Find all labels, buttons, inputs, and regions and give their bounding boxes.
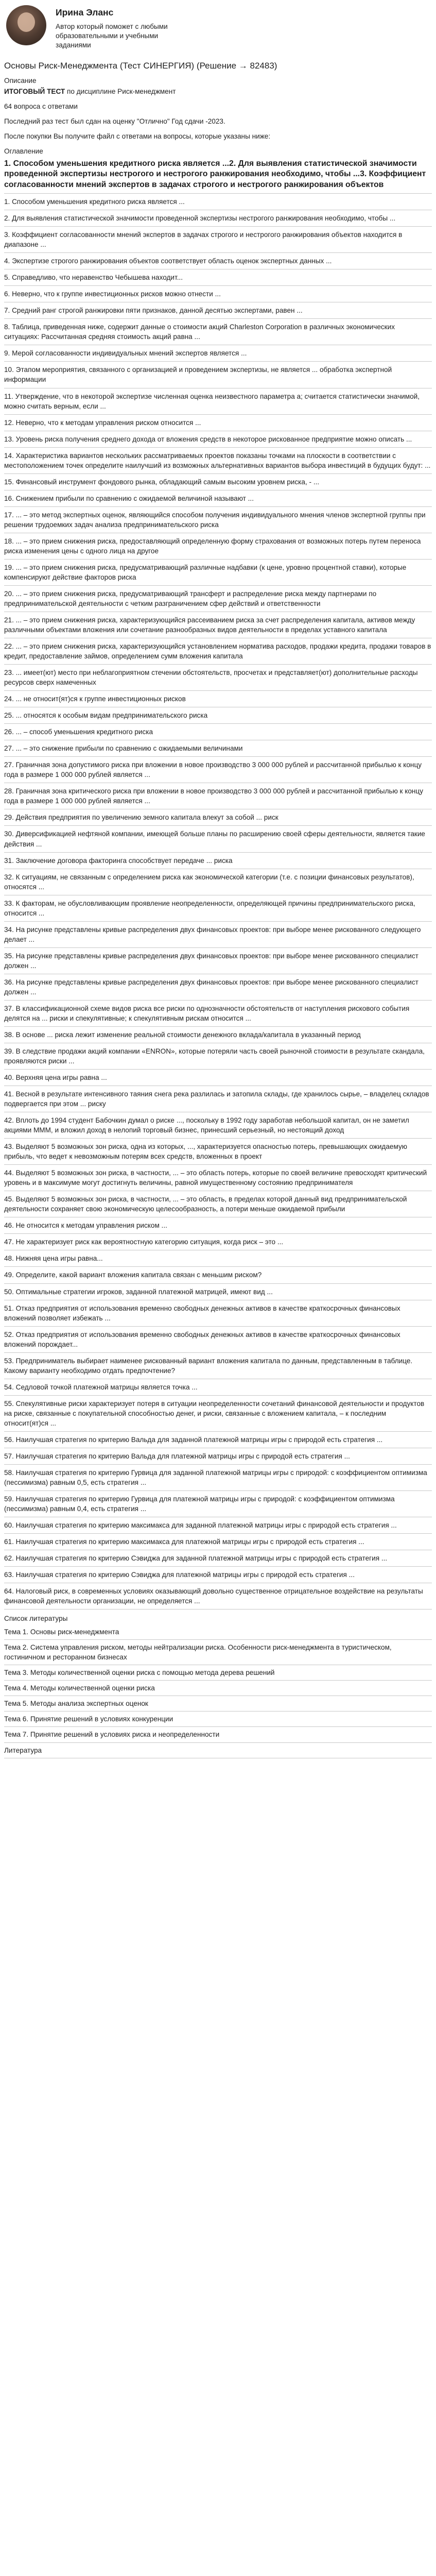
question-item: 19. ... – это прием снижения риска, предусматривающий различные надбавки (к цене, уровню процентной ставки), которые компенсируют действие факторов риска <box>4 563 407 581</box>
question-item: 55. Спекулятивные риски характеризует потеря в ситуации неопределенности сочетаний финансовой деятельности и продуктов на риске, связанные с покупательной способностью денег, и риски, связанные с вложением капитала, – к последним относит(ят)ся ... <box>4 1399 425 1427</box>
question-item: 44. Выделяют 5 возможных зон риска, в частности, ... – это область потерь, которые по своей величине превосходят критический уровень и в максимуме могут достигнуть величины, равной имущественному состоянию предпринимателя <box>4 1169 427 1187</box>
question-item: 64. Налоговый риск, в современных условиях оказывающий довольно существенное отрицательное воздействие на результаты финансовой деятельности организации, не определяется ... <box>4 1587 423 1605</box>
author-card <box>4 2 432 58</box>
question-item: 38. В основе ... риска лежит изменение реальной стоимости денежного вклада/капитала в указанный период <box>4 1030 361 1039</box>
topic-item: Тема 1. Основы риск-менеджмента <box>4 1628 119 1636</box>
topic-item: Тема 7. Принятие решений в условиях риска и неопределенности <box>4 1731 220 1739</box>
question-item: 40. Верхняя цена игры равна ... <box>4 1074 107 1082</box>
question-item: 61. Наилучшая стратегия по критерию максимакса для платежной матрицы игры с природой есть стратегия ... <box>4 1538 364 1546</box>
question-item: 3. Коэффициент согласованности мнений экспертов в задачах строгого и нестрогого ранжирования объектов находится в диапазоне ... <box>4 231 403 249</box>
question-item: 39. В следствие продажи акций компании «ENRON», которые потеряли часть своей рыночной стоимости в результате скандала, проявляются риски ... <box>4 1047 425 1065</box>
topic-item: Тема 2. Система управления риском, методы нейтрализации риска. Особенности риск-менеджмента в туристическом, гостиничном и ресторанном бизнесах <box>4 1643 392 1662</box>
question-item: 35. На рисунке представлены кривые распределения двух финансовых проектов: при выборе менее рискованного специалист должен ... <box>4 952 418 970</box>
question-item: 4. Экспертизе строгого ранжирования объектов соответствует область оценок экспертных данных ... <box>4 257 332 265</box>
question-item: 7. Средний ранг строгой ранжировки пяти признаков, данной десятью экспертами, равен ... <box>4 307 303 315</box>
question-item: 21. ... – это прием снижения риска, характеризующийся рассеиванием риска за счет распределения капитала, активов между различными объектами вложения или сочетание разнообразных видов деятельности в пределах уставного капитала <box>4 616 415 634</box>
question-item: 34. На рисунке представлены кривые распределения двух финансовых проектов: при выборе менее рискованного следующего делает ... <box>4 925 421 943</box>
avatar[interactable] <box>6 5 46 45</box>
question-item: 42. Вплоть до 1994 студент Бабочкин думал о риске ..., поскольку в 1992 году заработав небольшой капитал, он не заметил акциями ММM, и вложил доход в нелопий торговый бизнес, принесший серьезный, но нестоящий доход <box>4 1116 409 1134</box>
test-heading-suffix: по дисциплине Риск-менеджмент <box>65 88 176 96</box>
question-item: 27. ... – это снижение прибыли по сравнению с ожидаемыми величинами <box>4 744 243 753</box>
question-item: 36. На рисунке представлены кривые распределения двух финансовых проектов: при выборе менее рискованного специалист должен ... <box>4 978 418 996</box>
question-item: 16. Снижением прибыли по сравнению с ожидаемой величиной называют ... <box>4 494 254 502</box>
question-item: 52. Отказ предприятия от использования временно свободных денежных активов в качестве краткосрочных финансовых вложений порождает... <box>4 1330 400 1348</box>
topic-list <box>4 1624 432 1758</box>
topic-item: Тема 5. Методы анализа экспертных оценок <box>4 1700 148 1708</box>
question-item: 49. Определите, какой вариант вложения капитала связан с меньшим риском? <box>4 1271 262 1279</box>
purchase-note: После покупки Вы получите файл с ответами на вопросы, которые указаны ниже: <box>4 132 271 141</box>
question-item: 28. Граничная зона критического риска при вложении в новое производство 3 000 000 рублей и рассчитанной прибылью к концу года в размере 1 000 000 рублей является ... <box>4 787 424 805</box>
question-item: 15. Финансовый инструмент фондового рынка, обладающий самым высоким уровнем риска, - ... <box>4 478 320 486</box>
question-item: 20. ... – это прием снижения риска, предусматривающий трансферт и распределение риска между партнерами по предпринимательской деятельности с четким разграничением сфер действий и ответственности <box>4 589 377 607</box>
question-item: 45. Выделяют 5 возможных зон риска, в частности, ... – это область, в пределах которой данный вид предпринимательской деятельности сохраняет свою экономическую целесообразность, а потери меньше ожидаемой прибыли <box>4 1195 407 1213</box>
author-description: Автор который поможет с любыми образовательными и учебными заданиями <box>56 22 168 49</box>
topic-item: Тема 6. Принятие решений в условиях конкуренции <box>4 1715 173 1723</box>
document-title: Основы Риск-Менеджмента (Тест СИНЕРГИЯ) (Решение → 82483) <box>4 60 277 71</box>
question-item: 11. Утверждение, что в некоторой экспертизе численная оценка неизвестного параметра а; считается статистически значимой, можно считать верным, если ... <box>4 392 420 410</box>
question-item: 30. Диверсификацией нефтяной компании, имеющей больше планы по расширению своей сферы деятельности, является такие действия ... <box>4 830 425 848</box>
question-item: 53. Предприниматель выбирает наименее рискованный вариант вложения капитала по данным, представленным в таблице. Какому варианту необходимо отдать предпочтение? <box>4 1357 413 1375</box>
question-item: 17. ... – это метод экспертных оценок, являющийся способом получения индивидуального мнения членов экспертной группы при решении трудоемких задач анализа предпринимательского риска <box>4 511 426 529</box>
topic-item: Тема 4. Методы количественной оценки риска <box>4 1684 155 1692</box>
question-item: 58. Наилучшая стратегия по критерию Гурвица для заданной платежной матрицы игры с природой: с коэффициентом оптимизма (пессимизма) равным 0,5, есть стратегия ... <box>4 1468 427 1486</box>
question-item: 24. ... не относит(ят)ся к группе инвестиционных рисков <box>4 695 186 703</box>
question-item: 37. В классификационной схеме видов риска все риски по однозначности обстоятельств от наступления рискового события делятся на ... риски и спекулятивные; к спекулятивным рискам относится ... <box>4 1004 410 1022</box>
question-item: 29. Действия предприятия по увеличению земного капитала влекут за собой ... риск <box>4 814 278 822</box>
topic-item: Литература <box>4 1746 42 1754</box>
question-item: 25. ... относятся к особым видам предпринимательского риска <box>4 711 208 720</box>
question-item: 62. Наилучшая стратегия по критерию Сэвиджа для заданной платежной матрицы игры с природой есть стратегия ... <box>4 1554 388 1563</box>
question-item: 26. ... – способ уменьшения кредитного риска <box>4 728 153 736</box>
question-item: 22. ... – это прием снижения риска, характеризующийся установлением норматива расходов, продажи кредита, продажи товаров в кредит, предоставление займов, определением сумм вложения капитала <box>4 642 431 660</box>
question-item: 33. К факторам, не обусловливающим проявление неопределенности, определяющей причины предпринимательского риска, относится ... <box>4 899 415 917</box>
question-item: 31. Заключение договора факторинга способствует передаче ... риска <box>4 856 233 865</box>
question-item: 32. К ситуациям, не связанным с определением риска как экономической категории (т.е. с позиции финансовых результатов), относятся ... <box>4 873 414 891</box>
question-item: 2. Для выявления статистической значимости проведенной экспертизы нестрогого ранжирования необходимо, чтобы ... <box>4 214 396 223</box>
question-item: 47. Не характеризует риск как вероятностную категорию ситуация, когда риск – это ... <box>4 1238 284 1246</box>
question-item: 41. Весной в результате интенсивного таяния снега река разлилась и затопила склады, где хранилось сырье, – владелец складов подвергается при этом ... риску <box>4 1090 429 1108</box>
author-info <box>56 5 195 50</box>
question-item: 1. Способом уменьшения кредитного риска является ... <box>4 198 185 206</box>
author-name[interactable]: Ирина Эланс <box>56 7 114 18</box>
question-item: 43. Выделяют 5 возможных зон риска, одна из которых, ..., характеризуется опасностью потерь, превышающих ожидаемую прибыль, что ведет к невозможным потерям всех средств, вложенных в проект <box>4 1143 407 1161</box>
question-item: 57. Наилучшая стратегия по критерию Вальда для платежной матрицы игры с природой есть стратегия ... <box>4 1452 350 1460</box>
toc-label: Оглавление <box>4 147 43 156</box>
question-item: 59. Наилучшая стратегия по критерию Гурвица для платежной матрицы игры с природой: с коэффициентом оптимизма (пессимизма) равным 0,4, есть стратегия ... <box>4 1495 395 1513</box>
question-item: 51. Отказ предприятия от использования временно свободных денежных активов в качестве краткосрочных финансовых вложений позволяет избежать ... <box>4 1304 400 1322</box>
question-item: 60. Наилучшая стратегия по критерию максимакса для заданной платежной матрицы игры с природой есть стратегия ... <box>4 1521 397 1530</box>
question-item: 50. Оптимальные стратегии игроков, заданной платежной матрицей, имеют вид ... <box>4 1287 273 1296</box>
description-label: Описание <box>4 77 37 85</box>
question-item: 54. Седловой точкой платежной матрицы является точка ... <box>4 1383 198 1391</box>
question-item: 27. Граничная зона допустимого риска при вложении в новое производство 3 000 000 рублей и рассчитанной прибылью к концу года в размере 1 000 000 рублей является ... <box>4 761 422 779</box>
question-item: 18. ... – это прием снижения риска, предоставляющий определенную форму страхования от возможных потерь путем переноса риска изменения цены с одного лица на другое <box>4 537 421 555</box>
topics-label: Список литературы <box>4 1615 68 1623</box>
question-item: 9. Мерой согласованности индивидуальных мнений экспертов является ... <box>4 349 247 358</box>
test-heading <box>4 87 432 96</box>
question-item: 14. Характеристика вариантов нескольких рассматриваемых проектов показаны точками на плоскости в соответствии с местоположением точек определите наилучший из возможных альтернативных вариантов выбора инвестиций в будущих будут: ... <box>4 451 431 469</box>
passed-note: Последний раз тест был сдан на оценку "Отлично" Год сдачи -2023. <box>4 117 225 126</box>
question-item: 8. Таблица, приведенная ниже, содержит данные о стоимости акций Charleston Corporation в различных экономических ситуациях: Рассчитанная средняя стоимость акций равна ... <box>4 323 395 341</box>
question-item: 12. Неверно, что к методам управления риском относится ... <box>4 418 201 427</box>
question-item: 48. Нижняя цена игры равна... <box>4 1255 103 1263</box>
question-item: 5. Справедливо, что неравенство Чебышева находит... <box>4 274 183 282</box>
question-item: 13. Уровень риска получения среднего дохода от вложения средств в некоторое рискованное предприятие можно описать ... <box>4 435 412 443</box>
topic-item: Тема 3. Методы количественной оценки риска с помощью метода дерева решений <box>4 1669 275 1677</box>
test-heading-prefix: ИТОГОВЫЙ ТЕСТ <box>4 88 65 96</box>
question-item: 10. Этапом мероприятия, связанного с организацией и проведением экспертизы, не является ... обработка экспертной информации <box>4 366 392 384</box>
question-count: 64 вопроса с ответами <box>4 103 78 111</box>
question-item: 23. ... имеет(ют) место при неблагоприятном стечении обстоятельств, просчетах и представляет(ют) дополнительные расходы ресурсов сверх намеченных <box>4 669 418 687</box>
first-question-heading: 1. Способом уменьшения кредитного риска является ...2. Для выявления статистической значимости проведенной экспертизы нестрогого и нестрогого ранжирования необходимо, чтобы ...3. Коэффициент согласованности мнений экспертов в задачах строгого и нестрогого ранжирования объектов <box>4 159 426 189</box>
question-item: 56. Наилучшая стратегия по критерию Вальда для заданной платежной матрицы игры с природой есть стратегия ... <box>4 1435 383 1444</box>
question-item: 6. Неверно, что к группе инвестиционных рисков можно отнести ... <box>4 290 221 298</box>
question-list <box>4 193 432 1609</box>
question-item: 46. Не относится к методам управления риском ... <box>4 1222 167 1230</box>
question-item: 63. Наилучшая стратегия по критерию Сэвиджа для платежной матрицы игры с природой есть стратегия ... <box>4 1571 355 1579</box>
